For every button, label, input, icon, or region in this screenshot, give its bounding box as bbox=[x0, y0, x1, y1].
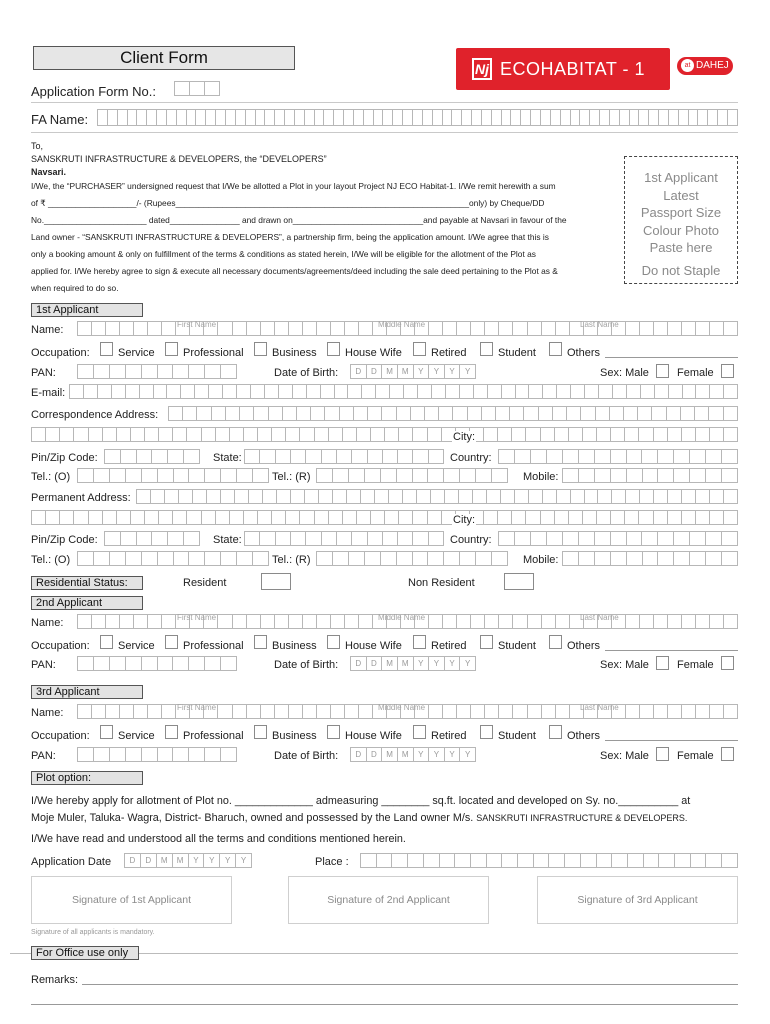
first-applicant-dob-input[interactable]: D D M M Y Y Y Y bbox=[350, 364, 476, 379]
first-name-hint: First Name bbox=[177, 320, 217, 329]
declaration-line-2: of ₹ ___________________/- (Rupees_______________________________________________________________only) by Cheque/DD bbox=[31, 198, 545, 208]
eco-habitat-logo bbox=[456, 48, 670, 90]
fa-name-input[interactable] bbox=[97, 109, 738, 126]
third-professional-checkbox[interactable] bbox=[165, 725, 178, 739]
second-others-checkbox[interactable] bbox=[549, 635, 562, 649]
nj-logo-icon: Nj bbox=[472, 58, 492, 80]
resident-label: Resident bbox=[183, 577, 227, 589]
permanent-address-input-1[interactable] bbox=[136, 489, 738, 504]
place-label: Place : bbox=[315, 856, 349, 868]
application-form-input[interactable] bbox=[174, 81, 220, 97]
sex-female-checkbox[interactable] bbox=[721, 364, 734, 378]
non-resident-checkbox[interactable] bbox=[504, 573, 534, 590]
declaration-line-7: when required to do so. bbox=[31, 283, 119, 293]
second-name-label: Name: bbox=[31, 617, 64, 629]
occupation-professional-checkbox[interactable] bbox=[165, 342, 178, 356]
tel-office-input[interactable] bbox=[77, 468, 269, 483]
perm-tel-residence-label: Tel.: (R) bbox=[272, 554, 311, 566]
application-date-input[interactable]: D D M M Y Y Y Y bbox=[124, 853, 252, 868]
correspondence-address-label: Correspondence Address: bbox=[31, 409, 159, 421]
permanent-address-input-2[interactable] bbox=[31, 510, 738, 525]
email-input[interactable] bbox=[69, 384, 738, 399]
second-business-checkbox[interactable] bbox=[254, 635, 267, 649]
first-applicant-pan-input[interactable] bbox=[77, 364, 237, 379]
remarks-label: Remarks: bbox=[31, 974, 79, 986]
third-sex-female-checkbox[interactable] bbox=[721, 747, 734, 761]
declaration-line-1: I/We, the “PURCHASER” undersigned request that I/We be allotted a Plot in your layout Project NJ ECO Habitat-1. I/We remit herewith a sum bbox=[31, 181, 556, 191]
perm-tel-office-label: Tel.: (O) bbox=[31, 554, 71, 566]
perm-country-label: Country: bbox=[450, 534, 492, 546]
fa-name-label: FA Name: bbox=[31, 112, 89, 127]
plot-line-3: I/We have read and understood all the terms and conditions mentioned herein. bbox=[31, 833, 406, 845]
declaration-line-5: only a booking amount & only on fulfillment of the terms & conditions as stated herein, I/We will be eligible for the allotment of the Plot as bbox=[31, 249, 536, 259]
second-professional-checkbox[interactable] bbox=[165, 635, 178, 649]
declaration-line-4: Land owner - “SANSKRUTI INFRASTRUCTURE & DEVELOPERS”, a partnership firm, being the application amount. I/We agree that this is bbox=[31, 232, 549, 242]
second-applicant-dob-input[interactable]: D D M M Y Y Y Y bbox=[350, 656, 476, 671]
logo-brand-text: ECOHABITAT - 1 bbox=[500, 59, 646, 79]
address-city: Navsari. bbox=[31, 167, 67, 177]
dob-label: Date of Birth: bbox=[274, 367, 339, 379]
third-others-checkbox[interactable] bbox=[549, 725, 562, 739]
signature-box-2[interactable]: Signature of 2nd Applicant bbox=[288, 876, 489, 924]
perm-pin-label: Pin/Zip Code: bbox=[31, 534, 98, 546]
address-company: SANSKRUTI INFRASTRUCTURE & DEVELOPERS, the “DEVELOPERS” bbox=[31, 154, 327, 164]
signature-note: Signature of all applicants is mandatory. bbox=[31, 929, 155, 936]
perm-mobile-input[interactable] bbox=[562, 551, 738, 566]
email-label: E-mail: bbox=[31, 387, 66, 399]
application-date-label: Application Date bbox=[31, 856, 112, 868]
plot-line-2: Moje Muler, Taluka- Wagra, District- Bharuch, owned and possessed by the Land owner M/s. SANSKRUTI INFRASTRUCTURE & DEVELOPERS. bbox=[31, 812, 688, 824]
section-office-use: For Office use only bbox=[31, 946, 139, 960]
second-applicant-pan-input[interactable] bbox=[77, 656, 237, 671]
city-label: City: bbox=[453, 431, 475, 443]
second-student-checkbox[interactable] bbox=[480, 635, 493, 649]
occupation-others-checkbox[interactable] bbox=[549, 342, 562, 356]
country-label: Country: bbox=[450, 452, 492, 464]
section-plot-option: Plot option: bbox=[31, 771, 143, 785]
place-input[interactable] bbox=[360, 853, 738, 868]
permanent-address-label: Permanent Address: bbox=[31, 492, 131, 504]
address-to: To, bbox=[31, 141, 44, 151]
third-retired-checkbox[interactable] bbox=[413, 725, 426, 739]
second-retired-checkbox[interactable] bbox=[413, 635, 426, 649]
second-sex-male-checkbox[interactable] bbox=[656, 656, 669, 670]
pan-label: PAN: bbox=[31, 367, 56, 379]
application-form-label: Application Form No.: bbox=[31, 84, 156, 99]
section-first-applicant: 1st Applicant bbox=[31, 303, 143, 317]
last-name-hint: Last Name bbox=[580, 320, 619, 329]
occupation-retired-checkbox[interactable] bbox=[413, 342, 426, 356]
perm-mobile-label: Mobile: bbox=[523, 554, 559, 566]
section-second-applicant: 2nd Applicant bbox=[31, 596, 143, 610]
mobile-label: Mobile: bbox=[523, 471, 559, 483]
tel-office-label: Tel.: (O) bbox=[31, 471, 71, 483]
non-resident-label: Non Resident bbox=[408, 577, 475, 589]
occupation-business-checkbox[interactable] bbox=[254, 342, 267, 356]
third-applicant-dob-input[interactable]: D D M M Y Y Y Y bbox=[350, 747, 476, 762]
third-sex-male-checkbox[interactable] bbox=[656, 747, 669, 761]
occupation-house-wife-checkbox[interactable] bbox=[327, 342, 340, 356]
sex-male-checkbox[interactable] bbox=[656, 364, 669, 378]
occupation-student-checkbox[interactable] bbox=[480, 342, 493, 356]
mobile-input[interactable] bbox=[562, 468, 738, 483]
second-service-checkbox[interactable] bbox=[100, 635, 113, 649]
perm-state-input[interactable] bbox=[244, 531, 444, 546]
third-business-checkbox[interactable] bbox=[254, 725, 267, 739]
resident-checkbox[interactable] bbox=[261, 573, 291, 590]
country-input[interactable] bbox=[498, 449, 738, 464]
third-service-checkbox[interactable] bbox=[100, 725, 113, 739]
perm-tel-office-input[interactable] bbox=[77, 551, 269, 566]
sex-male-label: Sex: Male bbox=[600, 367, 649, 379]
perm-tel-residence-input[interactable] bbox=[316, 551, 508, 566]
perm-state-label: State: bbox=[213, 534, 242, 546]
plot-line-1: I/We hereby apply for allotment of Plot no. _____________ admeasuring ________ sq.ft. located and developed on Sy. no.__________ at bbox=[31, 795, 691, 807]
perm-city-label: City: bbox=[453, 514, 475, 526]
signature-box-3[interactable]: Signature of 3rd Applicant bbox=[537, 876, 738, 924]
photo-placeholder: 1st Applicant Latest Passport Size Colour Photo Paste here Do not Staple bbox=[624, 156, 738, 284]
declaration-line-6: applied for. I/We hereby agree to sign & execute all necessary documents/agreements/deed including the sale deed pertaining to the Plot as & bbox=[31, 266, 558, 276]
declaration-line-3: No.______________________ dated_______________ and drawn on____________________________and payable at Navsari in favour of the bbox=[31, 215, 567, 225]
middle-name-hint: Middle Name bbox=[378, 320, 426, 329]
state-input[interactable] bbox=[244, 449, 444, 464]
second-house-wife-checkbox[interactable] bbox=[327, 635, 340, 649]
occupation-label: Occupation: bbox=[31, 347, 90, 359]
perm-pin-input[interactable] bbox=[104, 531, 200, 546]
pin-label: Pin/Zip Code: bbox=[31, 452, 98, 464]
name-label: Name: bbox=[31, 324, 64, 336]
third-student-checkbox[interactable] bbox=[480, 725, 493, 739]
tel-residence-label: Tel.: (R) bbox=[272, 471, 311, 483]
third-applicant-pan-input[interactable] bbox=[77, 747, 237, 762]
second-sex-female-checkbox[interactable] bbox=[721, 656, 734, 670]
third-house-wife-checkbox[interactable] bbox=[327, 725, 340, 739]
signature-box-1[interactable]: Signature of 1st Applicant bbox=[31, 876, 232, 924]
section-residential-status: Residential Status: bbox=[31, 576, 143, 590]
occupation-service-checkbox[interactable] bbox=[100, 342, 113, 356]
perm-country-input[interactable] bbox=[498, 531, 738, 546]
dahej-badge: at DAHEJ bbox=[677, 57, 733, 75]
correspondence-address-input-2[interactable] bbox=[31, 427, 738, 442]
form-title: Client Form bbox=[33, 46, 295, 70]
section-third-applicant: 3rd Applicant bbox=[31, 685, 143, 699]
correspondence-address-input-1[interactable] bbox=[168, 406, 738, 421]
tel-residence-input[interactable] bbox=[316, 468, 508, 483]
state-label: State: bbox=[213, 452, 242, 464]
pin-input[interactable] bbox=[104, 449, 200, 464]
